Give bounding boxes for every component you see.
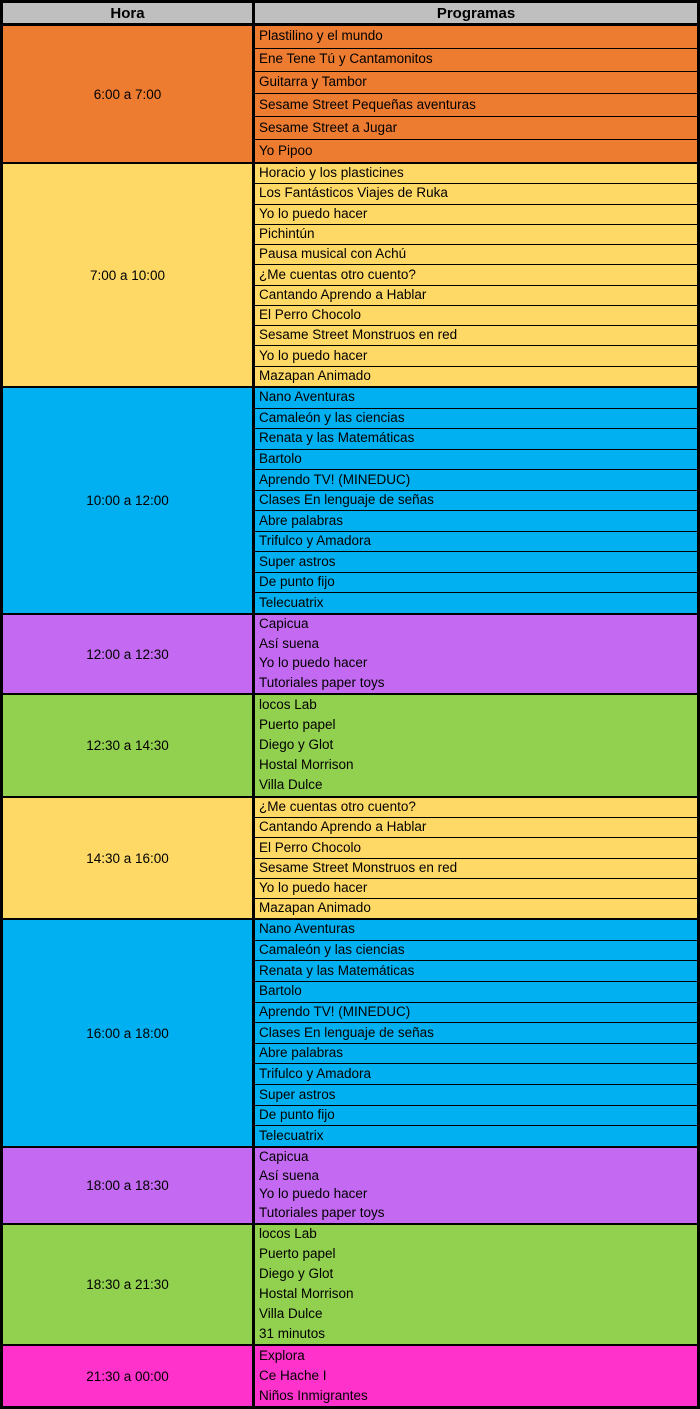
program-name: Capicua [259,1148,309,1164]
time-range-cell: 10:00 a 12:00 [3,388,255,613]
time-range-cell: 6:00 a 7:00 [3,26,255,162]
program-name: Explora [259,1347,305,1363]
programs-cell [255,26,697,162]
column-header-programas: Programas [255,3,697,23]
program-name: Capicua [259,616,309,632]
program-name: Mazapan Animado [259,900,371,916]
schedule-block [3,26,697,164]
column-header-hora: Hora [3,3,255,23]
program-name: Ce Hache I [259,1367,327,1383]
program-name: Yo lo puedo hacer [255,879,697,899]
schedule-block [3,615,697,695]
program-name: Horacio y los plasticines [255,164,697,184]
schedule-block [3,1148,697,1225]
program-name: Clases En lenguaje de señas [255,491,697,512]
programs-cell [255,1225,697,1344]
program-name: Yo Pipoo [259,142,313,158]
program-name: Yo lo puedo hacer [259,1186,368,1202]
program-name: Renata y las Matemáticas [255,961,697,982]
program-name: Sesame Street a Jugar [255,117,697,140]
time-range-cell: 14:30 a 16:00 [3,798,255,918]
program-name: De punto fijo [255,573,697,594]
program-name: Aprendo TV! (MINEDUC) [255,470,697,491]
program-name: Camaleón y las ciencias [255,409,697,430]
program-name: Villa Dulce [259,777,323,793]
program-name: Sesame Street Pequeñas aventuras [255,94,697,117]
time-range-cell: 18:00 a 18:30 [3,1148,255,1223]
schedule-block [3,388,697,615]
program-name: Cantando Aprendo a Hablar [255,818,697,838]
programs-cell [255,1148,697,1223]
program-name: Así suena [259,1167,320,1183]
program-name: Sesame Street Monstruos en red [255,326,697,346]
schedule-block [3,798,697,920]
schedule-block [3,920,697,1148]
program-name: Super astros [255,552,697,573]
program-name: Yo lo puedo hacer [255,346,697,366]
programs-cell [255,388,697,613]
program-name: Abre palabras [255,1044,697,1065]
program-name: Hostal Morrison [259,757,354,773]
program-name: Guitarra y Tambor [255,72,697,95]
schedule-block [3,1225,697,1346]
program-name: Pausa musical con Achú [255,245,697,265]
program-name: Trifulco y Amadora [255,532,697,553]
program-name: El Perro Chocolo [255,306,697,326]
program-name: ¿Me cuentas otro cuento? [255,798,697,818]
program-name: Yo lo puedo hacer [255,205,697,225]
program-name: locos Lab [259,696,317,712]
program-name: Tutoriales paper toys [259,1205,385,1221]
time-range-cell: 12:30 a 14:30 [3,695,255,796]
program-name: Yo lo puedo hacer [259,655,368,671]
program-name: Diego y Glot [259,1266,334,1282]
program-name: Nano Aventuras [255,920,697,941]
program-name: Puerto papel [259,1246,336,1262]
time-range-cell: 7:00 a 10:00 [3,164,255,386]
program-name: Cantando Aprendo a Hablar [255,286,697,306]
program-name: Tutoriales paper toys [259,674,385,690]
schedule-block [3,1346,697,1406]
program-name: locos Lab [259,1226,317,1242]
program-name: Bartolo [255,450,697,471]
schedule-block [3,164,697,388]
programs-cell [255,164,697,386]
programs-cell [255,695,697,796]
program-name: Hostal Morrison [259,1285,354,1301]
programs-cell [255,615,697,693]
time-range-cell: 18:30 a 21:30 [3,1225,255,1344]
program-name: Super astros [255,1085,697,1106]
program-name: 31 minutos [259,1325,326,1341]
program-name: El Perro Chocolo [255,838,697,858]
table-header-row [3,3,697,26]
program-name: Trifulco y Amadora [255,1064,697,1085]
program-name: Los Fantásticos Viajes de Ruka [255,184,697,204]
program-name: Camaleón y las ciencias [255,941,697,962]
program-name: De punto fijo [255,1106,697,1127]
program-name: Abre palabras [255,511,697,532]
program-name: Telecuatrix [259,1127,324,1143]
time-range-cell: 21:30 a 00:00 [3,1346,255,1406]
program-name: Bartolo [255,982,697,1003]
program-name: Sesame Street Monstruos en red [255,859,697,879]
program-name: ¿Me cuentas otro cuento? [255,265,697,285]
program-name: Aprendo TV! (MINEDUC) [255,1003,697,1024]
program-name: Villa Dulce [259,1305,323,1321]
program-name: Diego y Glot [259,737,334,753]
time-range-cell: 12:00 a 12:30 [3,615,255,693]
program-name: Mazapan Animado [259,367,371,383]
programs-cell [255,920,697,1146]
program-name: Plastilino y el mundo [255,26,697,49]
program-name: Clases En lenguaje de señas [255,1023,697,1044]
program-name: Puerto papel [259,716,336,732]
program-name: Nano Aventuras [255,388,697,409]
program-name: Pichintún [255,225,697,245]
program-name: Ene Tene Tú y Cantamonitos [255,49,697,72]
schedule-block [3,695,697,798]
programs-cell [255,798,697,918]
program-name: Renata y las Matemáticas [255,429,697,450]
programs-cell [255,1346,697,1406]
program-name: Telecuatrix [259,594,324,610]
program-name: Niños Inmigrantes [259,1387,368,1403]
time-range-cell: 16:00 a 18:00 [3,920,255,1146]
program-name: Así suena [259,635,320,651]
